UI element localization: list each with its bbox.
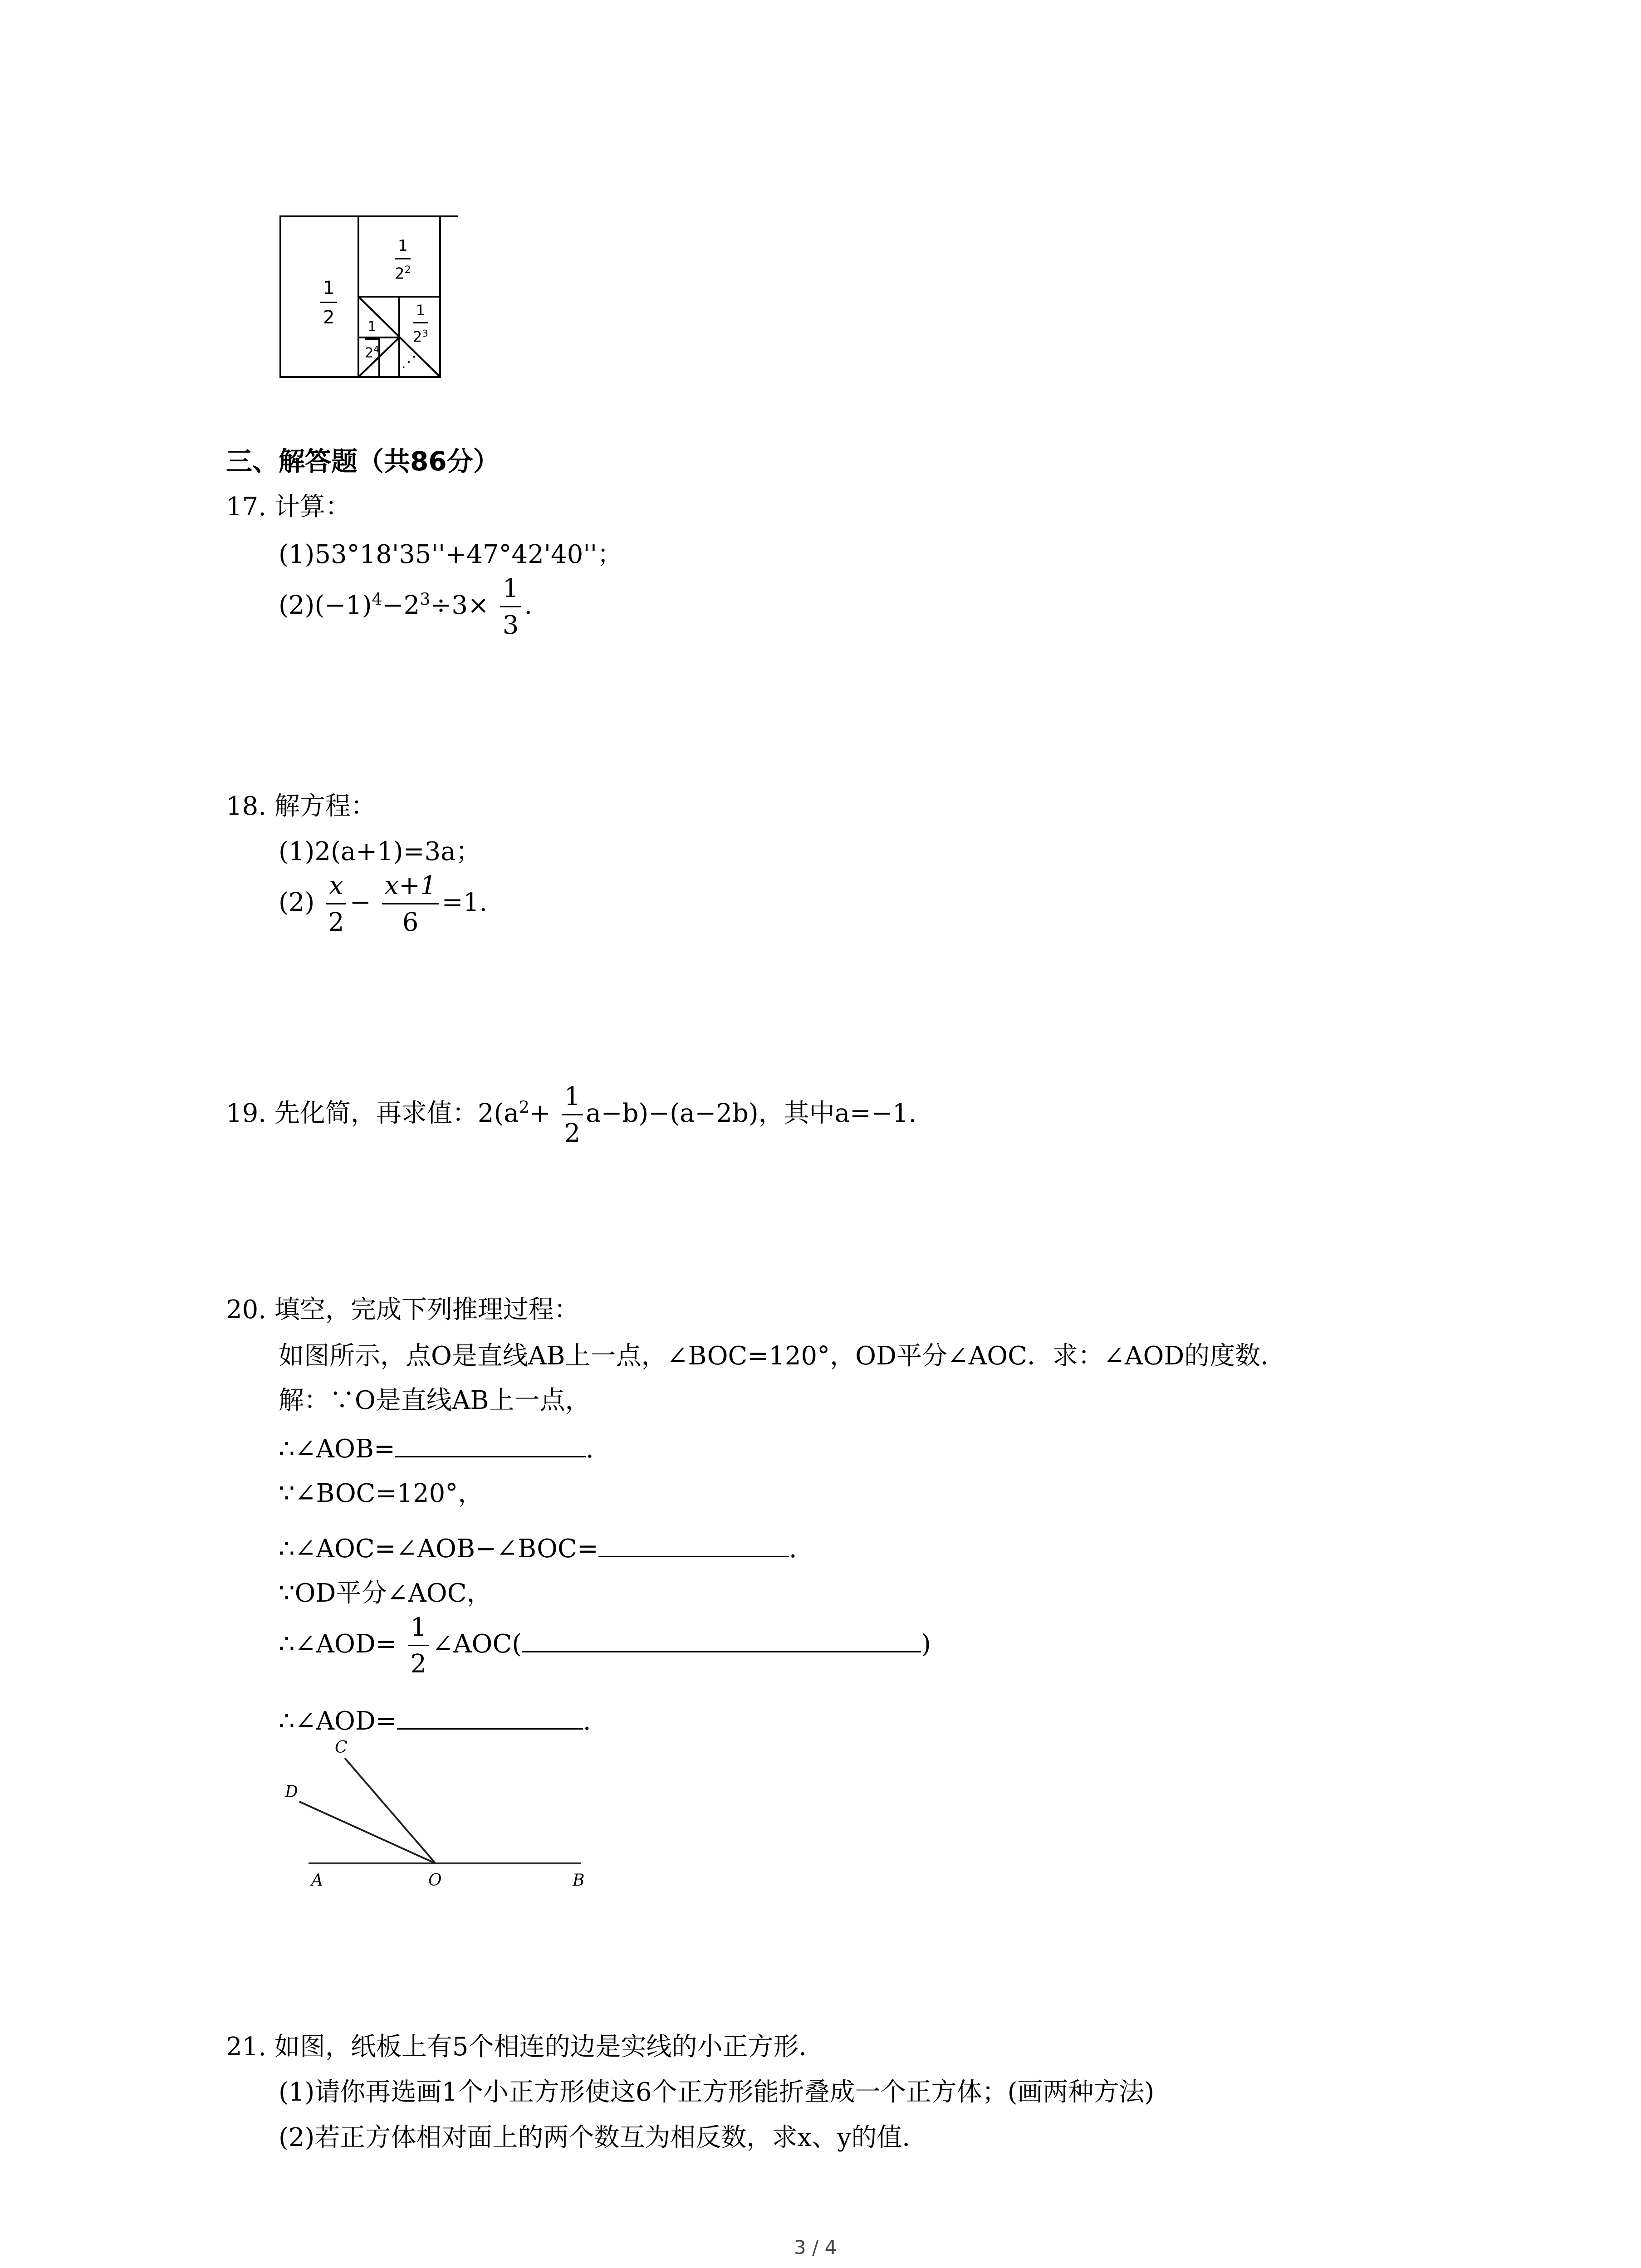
label-b: B — [573, 1871, 585, 1890]
q17-stem: 17. 计算： — [226, 492, 351, 522]
q17-fraction: $\frac{1}{3}$ — [500, 576, 522, 638]
half-num: 1 — [320, 279, 337, 303]
q20-problem: 如图所示，点O是直线AB上一点，∠BOC=120°，OD平分∠AOC．求：∠AOD的度数． — [279, 1341, 1286, 1371]
q20-step2: ∴∠AOB= . — [279, 1434, 594, 1464]
half-den: 2 — [323, 307, 335, 328]
label-o: O — [428, 1871, 442, 1890]
q20-step7: ∴∠AOD= . — [279, 1706, 591, 1736]
sixteenth-num: 1 — [365, 320, 379, 340]
q19-fraction: $\frac{1}{2}$ — [562, 1084, 583, 1146]
q18-part2: (2) $\frac{x}{2}$ − $\frac{x+1}{6}$ =1. — [279, 871, 488, 937]
label-d: D — [285, 1783, 298, 1801]
eighth-num: 1 — [413, 303, 428, 323]
q20-step3: ∵∠BOC=120°， — [279, 1479, 484, 1508]
q17-part2: $(2)(-1)^4-2^3\div 3\times$ $\frac{1}{3}$ . — [279, 574, 533, 640]
quarter-num: 1 — [395, 238, 411, 259]
label-a: A — [311, 1871, 323, 1890]
q21-part1: (1)请你再选画1个小正方形使这6个正方形能折叠成一个正方体；(画两种方法) — [279, 2077, 1155, 2107]
q20-step6: ∴∠AOD= $\frac{1}{2}$ ∠AOC( ) — [279, 1613, 931, 1679]
eighth-exp: 3 — [422, 328, 428, 339]
q18-fraction-1: $\frac{x}{2}$ — [325, 873, 347, 935]
q19-text: 19. 先化简，再求值：$2(a^2+$ $\frac{1}{2}$ a−b)−(a−2b)，其中a=−1. — [226, 1082, 917, 1148]
quarter-exp: 2 — [404, 264, 411, 276]
sixteenth-exp: 4 — [373, 344, 379, 355]
q21-stem: 21. 如图，纸板上有5个相连的边是实线的小正方形． — [226, 2032, 824, 2062]
q20-step5: ∵OD平分∠AOC， — [279, 1579, 492, 1608]
q17-part1: (1)53°18'35''+47°42'40''； — [279, 540, 623, 569]
q20-stem: 20. 填空，完成下列推理过程： — [226, 1295, 579, 1325]
q18-fraction-2: $\frac{x+1}{6}$ — [382, 873, 439, 935]
q20-step4: ∴∠AOC=∠AOB−∠BOC= . — [279, 1534, 797, 1564]
continuation-dots: ⋰ — [401, 353, 416, 371]
eighth-den: 2 — [413, 328, 422, 346]
label-c: C — [335, 1738, 348, 1757]
q18-stem: 18. 解方程： — [226, 792, 376, 821]
q18-part1: (1)2(a+1)=3a； — [279, 837, 481, 866]
quarter-den: 2 — [395, 264, 405, 283]
page-number: 3 / 4 — [794, 2236, 837, 2258]
q20-fraction: $\frac{1}{2}$ — [408, 1615, 430, 1677]
q21-part2: (2)若正方体相对面上的两个数互为相反数，求x、y的值． — [279, 2123, 928, 2152]
sixteenth-den: 2 — [365, 345, 374, 361]
q20-step1: 解：∵O是直线AB上一点， — [279, 1386, 591, 1415]
section-title: 三、解答题（共86分） — [226, 446, 500, 477]
